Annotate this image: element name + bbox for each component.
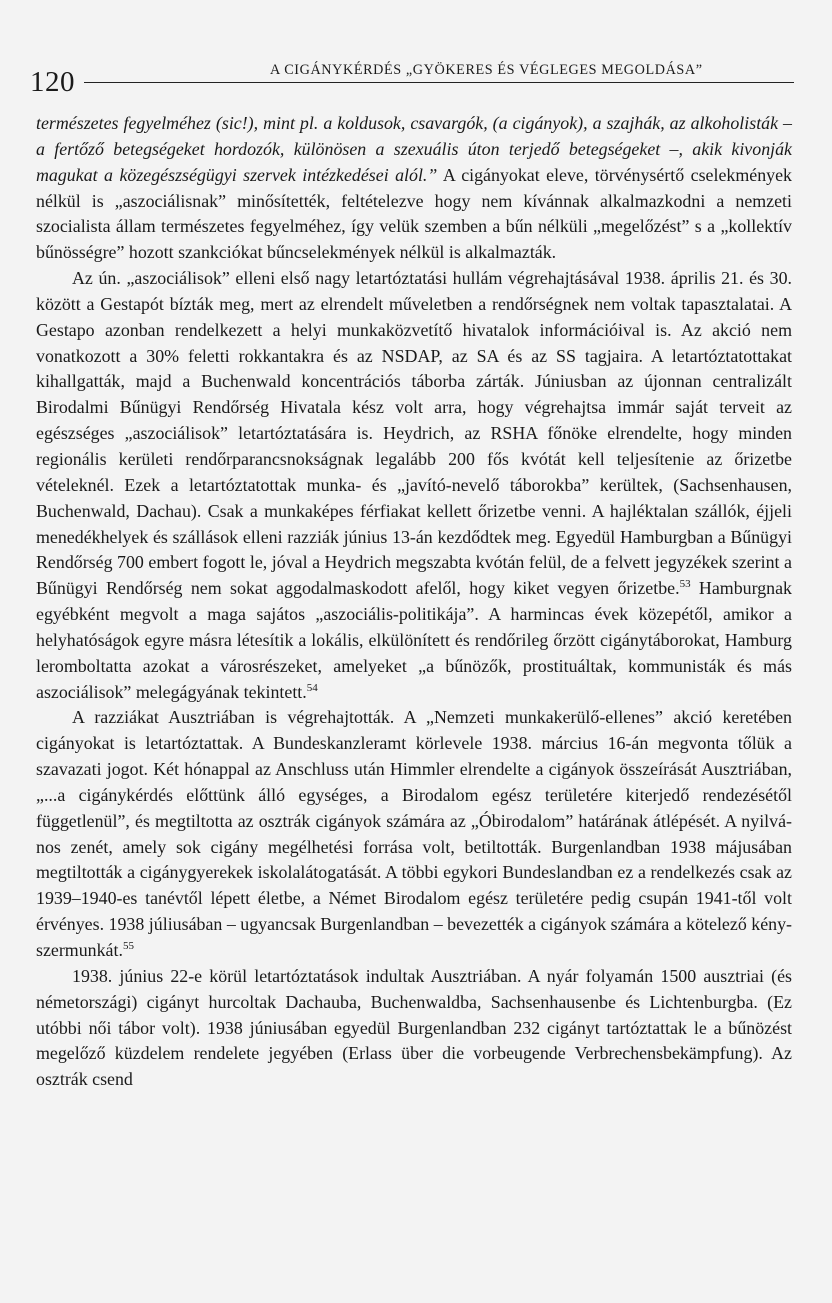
quoted-text: természetes fegyelméhez (sic!), mint pl. a koldusok, csavargók, (a cigányok), a szajhák, az alkoholisták – a fertőző betegségeket hordozók, különösen a szexuális úton terjedő betegségeket –, akik kivonják magukat a közegészségügyi szervek intézkedései alól.” <box>36 113 792 185</box>
footnote-marker[interactable]: 53 <box>679 578 691 591</box>
paragraph <box>36 266 792 705</box>
paragraph-text: A cigányokat eleve, törvénysértő cselekmények nélkül is „aszociálisnak” minősítették, feltételezve hogy nem kívánnak alkalmazkodni a nemzeti szocialista állam természetes fegyelméhez, így velük szemben a bűn nélküli „megelőzést” s a „kollektív bűnösségre” hozott szankciókat bűncselekmények nélkül is alkalmazták. <box>36 164 792 263</box>
paragraph-text: 1938. június 22-e körül letartóztatások indultak Ausztriában. A nyár folyamán 1500 ausztriai (és németországi) cigányt hurcoltak Dachauba, Buchenwaldba, Sachsenhausenbe és Lichtenburgba. (Ez utóbbi női tábor volt). 1938 júniusában egyedül Burgenlandban 232 cigányt tartóztattak le a bűnözést megelőző küzdelem rendelete jegyében (Erlass über die vorbeugende Verbrechensbekämpfung). Az osztrák csend <box>36 965 792 1090</box>
running-head: A CIGÁNYKÉRDÉS „GYÖKERES ÉS VÉGLEGES MEGOLDÁSA” <box>270 62 703 78</box>
text-body <box>36 111 792 1093</box>
paragraph-text: A razziákat Ausztriában is végrehajtották. A „Nemzeti munkakerülő-ellenes” akció keretében cigányokat is letartóztattak. A Bundeskanzleramt körlevele 1938. március 16-án megvonta tőlük a szavazati jogot. Két hónappal az Anschluss után Himmler elrendelte a cigányok összeírását Ausztriában, „...a cigánykérdés előttünk álló egységes, a Birodalom egész területére kiterjedő rendezésétől függetlenül”, és megtiltotta az osztrák cigányok számára az „Óbirodalom” határának átlépését. A nyilvános zenét, amely sok cigány megélhetési forrása volt, betiltották. Burgenlandban 1938 májusában megtiltották a cigánygyerekek iskolalátogatását. A többi egykori Bundeslandban ez a rendelkezés csak az 1939–1940-es tanévtől lépett életbe, a Német Birodalom egész területére pedig csupán 1941-től volt érvényes. 1938 júliusában – ugyancsak Burgenlandban – bevezették a cigányok számára a kötelező kényszermunkát. <box>36 707 792 960</box>
paragraph-text: Hamburgnak egyébként megvolt a maga sajátos „aszociális-politikája”. A harmincas évek közepétől, amikor a helyhatóságok egyre másra létesítik a lokális, elkülönített és rendőrileg őrzött cigánytáborokat, Hamburg leromboltatta azokat a városrészeket, amelyeket „a bűnözők, prostituáltak, kommunisták és más aszociálisok” melegágyának tekintett. <box>36 578 792 702</box>
header-rule <box>84 82 794 83</box>
paragraph <box>36 964 792 1093</box>
paragraph <box>36 705 792 963</box>
paragraph-text: Az ún. „aszociálisok” elleni első nagy letartóztatási hullám végrehajtásával 1938. április 21. és 30. között a Gestapót bízták meg, mert az elrendelt műveletben a rendőrségnek nem voltak tapasztalatai. A Gestapo azonban rendelkezett a helyi munkaközvetítő hivatalok információival is. Az akció nem vonatkozott a 30% feletti rokkantakra és az NSDAP, az SA és az SS tagjaira. A letartóztatottakat kihallgatták, majd a Buchenwald koncentrációs táborba zárták. Júniusban az újonnan centralizált Birodalmi Bűnügyi Rendőrség Hivatala kész volt arra, hogy végrehajtsa immár saját terveit az egészséges „aszociálisok” letartóztatására is. Heydrich, az RSHA főnöke elrendelte, hogy minden regionális kerületi rendőrparancsnokságnak legalább 200 fős kvótát kell teljesítenie az őrizetbe vételeknél. Ezek a letartóztatottak munka- és „javító-nevelő táborokba” kerültek, (Sachsenhausen, Buchenwald, Dachau). Csak a munkaképes férfiakat kellett őrizetbe venni. A hajléktalan szállók, éjjeli menedékhelyek és szállások elleni razziák június 13-án kezdődtek meg. Egyedül Hamburgban a Bűnügyi Rendőrség 700 embert fogott le, jóval a Heydrich megszabta kvótán felül, de a felvett jegyzékek szerint a Bűnügyi Rendőrség nem sokat aggodalmaskodott afelől, hogy kiket vegyen őrizetbe. <box>36 268 792 599</box>
page-number: 120 <box>30 66 75 98</box>
footnote-marker[interactable]: 54 <box>306 681 318 694</box>
footnote-marker[interactable]: 55 <box>122 940 134 952</box>
paragraph-continuation <box>36 111 792 266</box>
